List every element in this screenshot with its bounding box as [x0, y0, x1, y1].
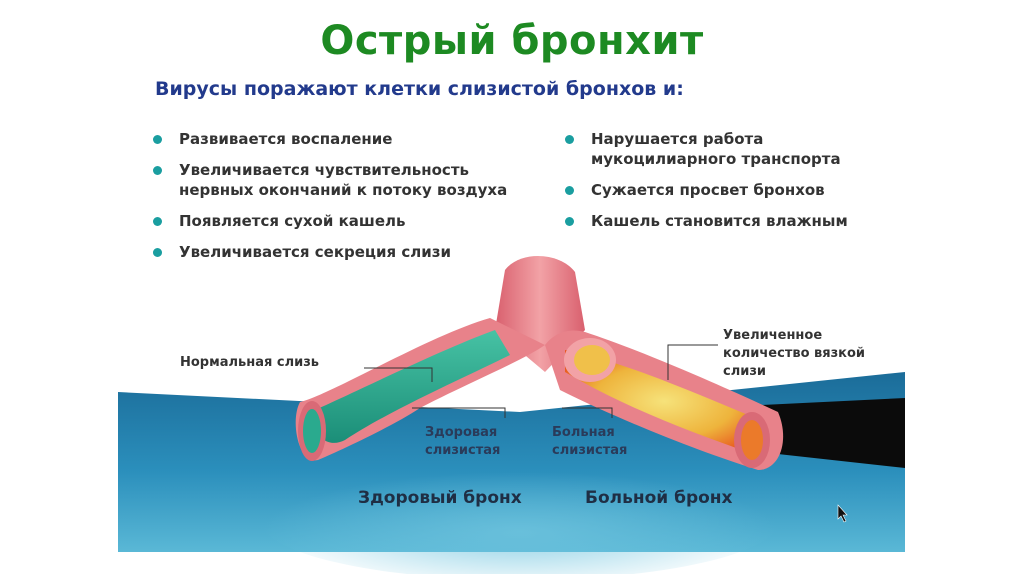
list-item: Кашель становится влажным: [565, 211, 895, 231]
label-healthy-mucosa: Здоровая слизистая: [425, 425, 501, 458]
bullet-dot-icon: [565, 217, 574, 226]
list-item: Увеличивается чувствительность нервных окончаний к потоку воздуха: [153, 160, 533, 200]
bullet-list-left: [153, 129, 533, 273]
label-viscous-mucus: Увеличенное количество вязкой слизи: [723, 328, 866, 379]
page-subtitle: Вирусы поражают клетки слизистой бронхов и:: [155, 78, 684, 100]
list-item: Развивается воспаление: [153, 129, 533, 149]
bullet-dot-icon: [565, 135, 574, 144]
page-title: Острый бронхит: [320, 18, 704, 64]
list-item: Появляется сухой кашель: [153, 211, 533, 231]
label-sick-mucosa: Больная слизистая: [552, 425, 628, 458]
list-item: Увеличивается секреция слизи: [153, 242, 533, 262]
caption-sick-bronchus: Больной бронх: [585, 488, 733, 508]
bullet-dot-icon: [153, 248, 162, 257]
bullet-dot-icon: [153, 166, 162, 175]
label-normal-mucus: Нормальная слизь: [180, 355, 319, 370]
caption-healthy-bronchus: Здоровый бронх: [358, 488, 522, 508]
bullet-dot-icon: [153, 135, 162, 144]
list-item: Нарушается работа мукоцилиарного транспорта: [565, 129, 895, 169]
bullet-dot-icon: [153, 217, 162, 226]
bullet-list-right: [565, 129, 895, 242]
list-item: Сужается просвет бронхов: [565, 180, 895, 200]
bullet-dot-icon: [565, 186, 574, 195]
